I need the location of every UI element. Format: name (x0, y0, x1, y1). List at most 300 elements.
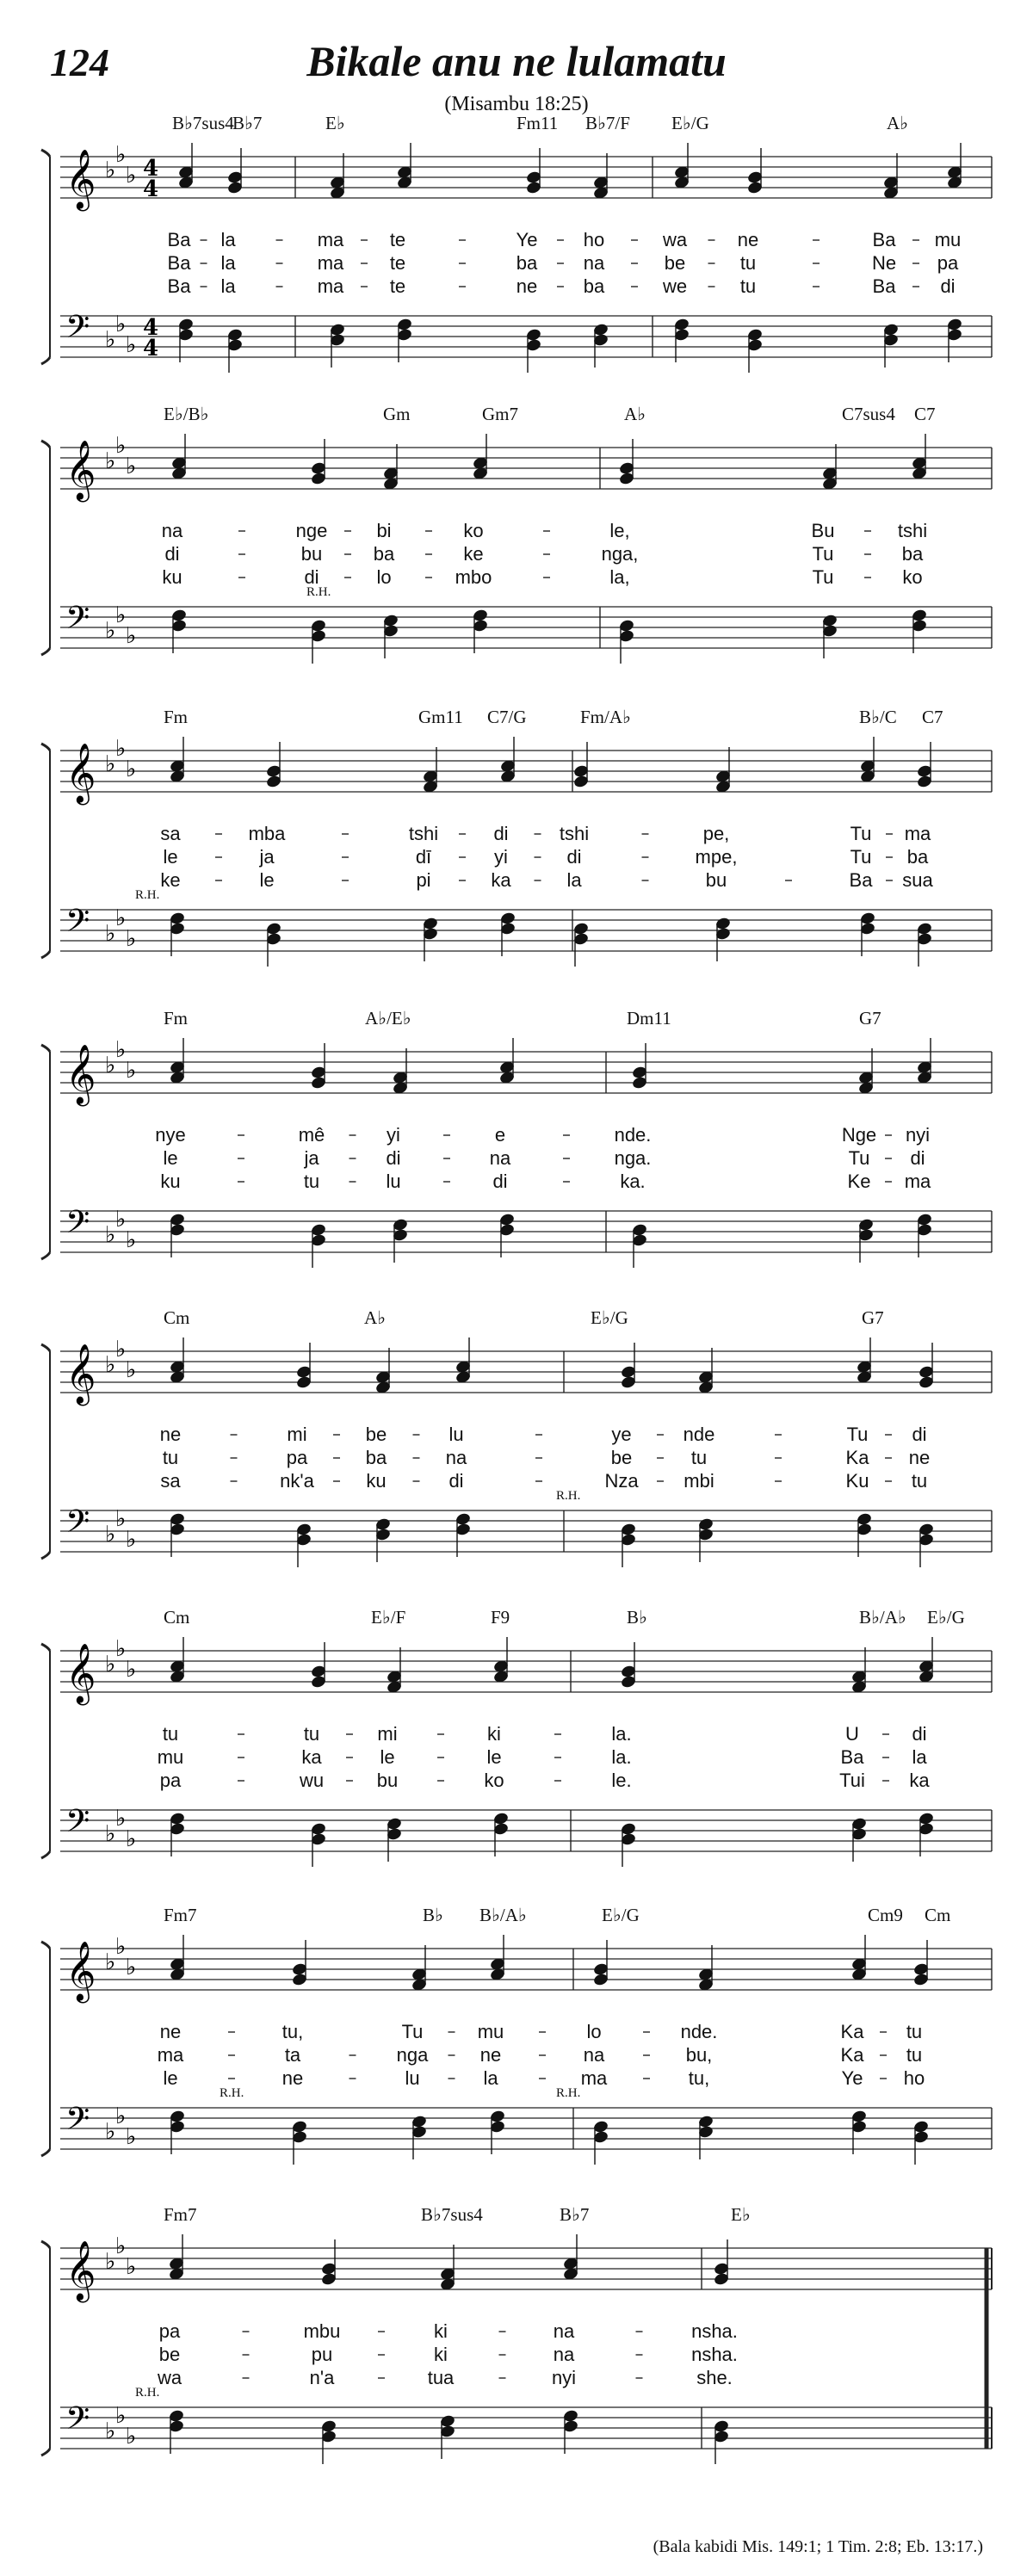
system-4 (41, 1008, 992, 1268)
lyric-syllable: be (610, 1447, 633, 1468)
lyric-syllable: pa (158, 2320, 181, 2342)
key-flat: ♭ (126, 1058, 137, 1084)
key-flat: ♭ (126, 2424, 137, 2449)
lyric-syllable: Tu (846, 1424, 869, 1445)
lyric-syllable: she. (696, 2367, 733, 2388)
rh-marking: R.H. (306, 585, 331, 599)
key-flat: ♭ (126, 2124, 137, 2150)
lyric-syllable: mbu (303, 2320, 341, 2342)
chord-symbol: C7 (922, 707, 943, 727)
chord-symbol: B♭7 (232, 113, 263, 133)
lyric-syllable: ma (317, 229, 344, 250)
lyric-syllable: le (163, 2067, 178, 2089)
lyric-syllable: Nge (841, 1124, 877, 1146)
lyric-syllable: Tu (848, 1147, 870, 1169)
lyric-syllable: na (161, 520, 183, 541)
lyric-syllable: di (164, 543, 180, 565)
chord-symbol: Fm7 (164, 2204, 197, 2225)
key-flat: ♭ (105, 1352, 116, 1378)
system-brace (41, 441, 50, 655)
chord-symbol: E♭/G (591, 1307, 628, 1328)
chord-symbol: E♭/G (602, 1905, 640, 1925)
lyric-syllable: be (365, 1424, 387, 1445)
lyric-syllable: di (493, 823, 509, 844)
lyric-syllable: tu (739, 252, 757, 274)
lyric-syllable: di (940, 275, 956, 297)
lyric-syllable: bi (376, 520, 392, 541)
lyric-syllable: na (583, 2044, 605, 2066)
treble-clef: 𝄞 (65, 440, 96, 500)
chord-symbol: E♭/G (927, 1607, 965, 1628)
bass-clef: 𝄢 (65, 1204, 90, 1248)
lyric-syllable: la (220, 229, 236, 250)
lyric-syllable: te (389, 252, 406, 274)
key-flat: ♭ (126, 623, 137, 649)
key-flat: ♭ (126, 332, 137, 358)
scripture-references: (Bala kabidi Mis. 149:1; 1 Tim. 2:8; Eb. 13:17.) (653, 2537, 983, 2556)
lyric-syllable: tshi (897, 520, 928, 541)
chord-symbol: Fm/A♭ (580, 707, 631, 727)
chord-symbol: F9 (491, 1607, 510, 1628)
lyric-syllable: nyi (905, 1124, 931, 1146)
lyric-syllable: e (494, 1124, 506, 1146)
lyric-syllable: Ba (840, 1746, 864, 1768)
lyric-syllable: ki (434, 2320, 448, 2342)
lyric-syllable: tshi (559, 823, 590, 844)
lyric-syllable: ka (491, 869, 511, 891)
lyric-syllable: tu (303, 1723, 320, 1745)
key-flat: ♭ (115, 312, 127, 337)
key-flat: ♭ (126, 1527, 137, 1553)
lyric-syllable: wa (662, 229, 688, 250)
bass-clef: 𝄢 (65, 309, 90, 353)
treble-clef: 𝄞 (65, 1044, 96, 1104)
lyric-syllable: la (483, 2067, 498, 2089)
lyric-syllable: mpe, (695, 846, 738, 868)
lyric-syllable: pa (286, 1447, 308, 1468)
lyric-syllable: tu (690, 1447, 708, 1468)
key-flat: ♭ (115, 2233, 127, 2259)
key-flat: ♭ (126, 926, 137, 952)
chord-symbol: E♭/B♭ (164, 404, 209, 424)
chord-symbol: Dm11 (627, 1008, 671, 1029)
system-3 (41, 707, 992, 967)
lyric-syllable: ne (516, 275, 538, 297)
key-flat: ♭ (115, 602, 127, 628)
lyric-syllable: ye (611, 1424, 632, 1445)
lyric-syllable: le (380, 1746, 395, 1768)
lyric-syllable: ho (903, 2067, 925, 2089)
lyric-syllable: Ne (871, 252, 897, 274)
rh-marking: R.H. (135, 888, 160, 902)
song-subtitle: (Misambu 18:25) (444, 93, 589, 115)
lyric-syllable: Ba (872, 275, 896, 297)
lyric-syllable: la, (609, 566, 630, 588)
chord-symbol: Gm11 (418, 707, 463, 727)
lyric-syllable: U (845, 1723, 859, 1745)
bass-clef: 𝄢 (65, 2400, 90, 2444)
lyric-syllable: sa (160, 823, 181, 844)
chord-symbol: Cm (164, 1307, 190, 1328)
system-brace (41, 744, 50, 958)
chord-symbol: Cm (925, 1905, 951, 1925)
treble-clef: 𝄞 (65, 1941, 96, 2001)
lyric-syllable: mi (287, 1424, 307, 1445)
rh-marking: R.H. (556, 2086, 581, 2100)
time-signature: 4 (143, 336, 159, 361)
lyric-syllable: tshi (408, 823, 439, 844)
lyric-syllable: tu (162, 1723, 179, 1745)
key-flat: ♭ (105, 2119, 116, 2145)
lyric-syllable: na (583, 252, 605, 274)
lyric-syllable: ne (159, 1424, 182, 1445)
lyric-syllable: mu (477, 2021, 504, 2042)
key-flat: ♭ (105, 921, 116, 947)
key-flat: ♭ (115, 1207, 127, 1232)
lyric-syllable: bu (376, 1770, 399, 1791)
lyric-syllable: Bu (811, 520, 835, 541)
lyric-syllable: lu (386, 1171, 401, 1192)
lyric-syllable: na (553, 2320, 575, 2342)
lyric-syllable: ku (366, 1470, 387, 1492)
lyric-syllable: le, (609, 520, 630, 541)
chord-symbol: Fm11 (516, 113, 559, 133)
lyric-syllable: ke (160, 869, 181, 891)
lyric-syllable: pi (416, 869, 431, 891)
lyric-syllable: bu (705, 869, 727, 891)
chord-symbol: B♭7sus4 (172, 113, 234, 133)
lyric-syllable: le (259, 869, 275, 891)
key-flat: ♭ (115, 1037, 127, 1063)
lyric-syllable: ka (301, 1746, 322, 1768)
key-flat: ♭ (126, 2254, 137, 2280)
lyric-syllable: Ba (167, 229, 191, 250)
lyric-syllable: Nza (604, 1470, 639, 1492)
chord-symbol: Cm (164, 1607, 190, 1628)
system-8 (41, 2204, 992, 2464)
lyric-syllable: la. (611, 1746, 632, 1768)
lyric-syllable: sua (902, 869, 933, 891)
lyric-syllable: pu (311, 2344, 333, 2365)
time-signature: 4 (143, 156, 159, 182)
system-2 (41, 404, 992, 664)
lyric-syllable: le. (611, 1770, 632, 1791)
lyric-syllable: Tu (812, 543, 834, 565)
lyric-syllable: yi (387, 1124, 400, 1146)
system-brace (41, 1644, 50, 1858)
key-flat: ♭ (105, 1522, 116, 1547)
chord-symbol: Fm (164, 1008, 189, 1029)
lyric-syllable: Ba (872, 229, 896, 250)
lyric-syllable: di (304, 566, 319, 588)
key-flat: ♭ (115, 905, 127, 931)
lyric-syllable: di (910, 1147, 925, 1169)
lyric-syllable: di (912, 1723, 927, 1745)
lyric-syllable: tu (906, 2044, 923, 2066)
system-6 (41, 1607, 992, 1867)
lyric-syllable: nde. (680, 2021, 718, 2042)
lyric-syllable: tu (739, 275, 757, 297)
lyric-syllable: mu (157, 1746, 184, 1768)
lyric-syllable: nde. (614, 1124, 652, 1146)
system-brace (41, 1045, 50, 1259)
lyric-syllable: ja (304, 1147, 319, 1169)
key-flat: ♭ (105, 1053, 116, 1078)
chord-symbol: Fm (164, 707, 189, 727)
lyric-syllable: ke (463, 543, 484, 565)
treble-clef: 𝄞 (65, 743, 96, 803)
key-flat: ♭ (105, 751, 116, 777)
system-brace (41, 150, 50, 364)
lyric-syllable: be (158, 2344, 181, 2365)
lyric-syllable: di (386, 1147, 401, 1169)
chord-symbol: C7sus4 (842, 404, 895, 424)
lyric-syllable: ba (901, 543, 924, 565)
chord-symbol: B♭/A♭ (859, 1607, 906, 1628)
chord-symbol: C7 (914, 404, 936, 424)
key-flat: ♭ (115, 1934, 127, 1960)
lyric-syllable: bu, (685, 2044, 713, 2066)
lyric-syllable: la (220, 252, 236, 274)
treble-clef: 𝄞 (65, 2240, 96, 2301)
key-flat: ♭ (105, 1222, 116, 1248)
lyric-syllable: Tu (850, 846, 872, 868)
system-5 (41, 1307, 992, 1567)
lyric-syllable: di (492, 1171, 508, 1192)
lyric-syllable: ne (908, 1447, 931, 1468)
lyric-syllable: nsha. (691, 2320, 738, 2342)
lyric-syllable: ne (737, 229, 759, 250)
chord-symbol: B♭7 (560, 2204, 590, 2225)
lyric-syllable: le (486, 1746, 502, 1768)
lyric-syllable: lo (376, 566, 392, 588)
chord-symbol: Cm9 (868, 1905, 903, 1925)
key-flat: ♭ (126, 163, 137, 188)
lyric-syllable: ko (902, 566, 923, 588)
lyric-syllable: Tui (839, 1770, 865, 1791)
lyric-syllable: Ba (167, 275, 191, 297)
lyric-syllable: Ka (845, 1447, 869, 1468)
lyric-syllable: di (912, 1424, 927, 1445)
chord-symbol: A♭/E♭ (365, 1008, 411, 1029)
lyric-syllable: Tu (812, 566, 834, 588)
chord-symbol: Gm7 (482, 404, 518, 424)
key-flat: ♭ (115, 736, 127, 762)
lyric-syllable: nga (396, 2044, 429, 2066)
key-flat: ♭ (115, 1806, 127, 1832)
time-signature: 4 (143, 315, 159, 341)
lyric-syllable: we (662, 275, 688, 297)
lyric-syllable: pa (937, 252, 959, 274)
lyric-syllable: Ka (840, 2044, 864, 2066)
key-flat: ♭ (105, 158, 116, 183)
key-flat: ♭ (126, 1955, 137, 1980)
lyric-syllable: tu (911, 1470, 928, 1492)
lyric-syllable: tu, (281, 2021, 304, 2042)
song-number: 124 (50, 40, 109, 84)
key-flat: ♭ (115, 142, 127, 168)
system-7 (41, 1905, 992, 2165)
chord-symbol: Fm7 (164, 1905, 197, 1925)
lyric-syllable: te (389, 229, 406, 250)
key-flat: ♭ (126, 1227, 137, 1253)
treble-clef: 𝄞 (65, 1344, 96, 1404)
chord-symbol: B♭7sus4 (421, 2204, 483, 2225)
lyric-syllable: nga. (614, 1147, 652, 1169)
lyric-syllable: ho (583, 229, 605, 250)
lyric-syllable: tu (162, 1447, 179, 1468)
rh-marking: R.H. (135, 2386, 160, 2400)
chord-symbol: B♭/A♭ (479, 1905, 527, 1925)
lyric-syllable: Ka (840, 2021, 864, 2042)
key-flat: ♭ (105, 1821, 116, 1847)
lyric-syllable: Ye (841, 2067, 863, 2089)
key-flat: ♭ (105, 618, 116, 644)
key-flat: ♭ (115, 2103, 127, 2129)
lyric-syllable: na (553, 2344, 575, 2365)
chord-symbol: A♭ (364, 1307, 387, 1328)
lyric-syllable: la. (611, 1723, 632, 1745)
chord-symbol: E♭ (325, 113, 345, 133)
lyric-syllable: ba (583, 275, 605, 297)
lyric-syllable: le (163, 846, 178, 868)
key-flat: ♭ (115, 433, 127, 459)
lyric-syllable: tua (427, 2367, 455, 2388)
chord-symbol: G7 (862, 1307, 884, 1328)
bass-clef: 𝄢 (65, 1504, 90, 1547)
lyric-syllable: Ba (167, 252, 191, 274)
lyric-syllable: bu (300, 543, 323, 565)
lyric-syllable: ne (479, 2044, 502, 2066)
lyric-syllable: ma (157, 2044, 184, 2066)
system-brace (41, 2241, 50, 2456)
lyric-syllable: na (489, 1147, 511, 1169)
lyric-syllable: mbo (455, 566, 492, 588)
lyric-syllable: ma (317, 252, 344, 274)
lyric-syllable: mba (248, 823, 286, 844)
lyric-syllable: ki (434, 2344, 448, 2365)
lyric-syllable: tu (303, 1171, 320, 1192)
key-flat: ♭ (115, 2403, 127, 2429)
lyric-syllable: ma (580, 2067, 608, 2089)
lyric-syllable: Ye (516, 229, 538, 250)
lyric-syllable: ba (906, 846, 929, 868)
lyric-syllable: tu, (688, 2067, 710, 2089)
lyric-syllable: mê (298, 1124, 325, 1146)
system-brace (41, 1344, 50, 1559)
key-flat: ♭ (105, 2249, 116, 2275)
lyric-syllable: nk'a (280, 1470, 314, 1492)
treble-clef: 𝄞 (65, 149, 96, 209)
lyric-syllable: Ke (847, 1171, 871, 1192)
lyric-syllable: ja (259, 846, 275, 868)
lyric-syllable: mu (934, 229, 962, 250)
lyric-syllable: nye (155, 1124, 186, 1146)
lyric-syllable: la (566, 869, 582, 891)
chord-symbol: C7/G (487, 707, 527, 727)
chord-symbol: G7 (859, 1008, 881, 1029)
lyric-syllable: wa (157, 2367, 182, 2388)
lyric-syllable: sa (160, 1470, 181, 1492)
lyric-syllable: ba (373, 543, 395, 565)
rh-marking: R.H. (556, 1489, 581, 1503)
lyric-syllable: di (566, 846, 582, 868)
lyric-syllable: dī (415, 846, 432, 868)
key-flat: ♭ (105, 448, 116, 474)
lyric-syllable: ko (484, 1770, 504, 1791)
lyric-syllable: Ba (849, 869, 873, 891)
song-title: Bikale anu ne lulamatu (306, 37, 727, 85)
lyric-syllable: ba (516, 252, 538, 274)
key-flat: ♭ (126, 757, 137, 782)
lyric-syllable: le (163, 1147, 178, 1169)
lyric-syllable: la (220, 275, 236, 297)
lyric-syllable: pe, (702, 823, 730, 844)
rh-marking: R.H. (220, 2086, 244, 2100)
chord-symbol: B♭7/F (585, 113, 630, 133)
lyric-syllable: ne (159, 2021, 182, 2042)
lyric-syllable: ka (909, 1770, 930, 1791)
system-brace (41, 1942, 50, 2156)
lyric-syllable: ku (162, 566, 182, 588)
chord-symbol: B♭/C (859, 707, 897, 727)
lyric-syllable: yi (494, 846, 508, 868)
lyric-syllable: mbi (684, 1470, 714, 1492)
lyric-syllable: lu (448, 1424, 464, 1445)
lyric-syllable: te (389, 275, 406, 297)
chord-symbol: E♭/F (371, 1607, 406, 1628)
key-flat: ♭ (105, 327, 116, 353)
lyric-syllable: ko (463, 520, 484, 541)
chord-symbol: E♭/G (671, 113, 709, 133)
lyric-syllable: ku (160, 1171, 181, 1192)
lyric-syllable: ki (487, 1723, 501, 1745)
treble-clef: 𝄞 (65, 1643, 96, 1703)
lyric-syllable: tu (906, 2021, 923, 2042)
bass-clef: 𝄢 (65, 600, 90, 644)
key-flat: ♭ (126, 1357, 137, 1383)
lyric-syllable: ba (365, 1447, 387, 1468)
lyric-syllable: lu (405, 2067, 420, 2089)
lyric-syllable: lo (586, 2021, 602, 2042)
lyric-syllable: ta (284, 2044, 301, 2066)
key-flat: ♭ (105, 1949, 116, 1975)
chord-symbol: A♭ (887, 113, 909, 133)
lyric-syllable: n'a (309, 2367, 335, 2388)
system-1 (41, 113, 992, 373)
key-flat: ♭ (126, 1826, 137, 1852)
lyric-syllable: na (445, 1447, 467, 1468)
lyric-syllable: nsha. (691, 2344, 738, 2365)
lyric-syllable: ma (317, 275, 344, 297)
lyric-syllable: mi (377, 1723, 398, 1745)
lyric-syllable: ne (281, 2067, 304, 2089)
lyric-syllable: nyi (551, 2367, 577, 2388)
lyric-syllable: di (448, 1470, 464, 1492)
key-flat: ♭ (126, 454, 137, 479)
bass-clef: 𝄢 (65, 2101, 90, 2145)
key-flat: ♭ (115, 1506, 127, 1532)
key-flat: ♭ (115, 1636, 127, 1662)
chord-symbol: A♭ (624, 404, 646, 424)
key-flat: ♭ (105, 2418, 116, 2444)
lyric-syllable: ma (904, 823, 931, 844)
bass-clef: 𝄢 (65, 1803, 90, 1847)
lyric-syllable: Ku (845, 1470, 869, 1492)
time-signature: 4 (143, 176, 159, 202)
chord-symbol: Gm (383, 404, 411, 424)
lyric-syllable: be (664, 252, 686, 274)
